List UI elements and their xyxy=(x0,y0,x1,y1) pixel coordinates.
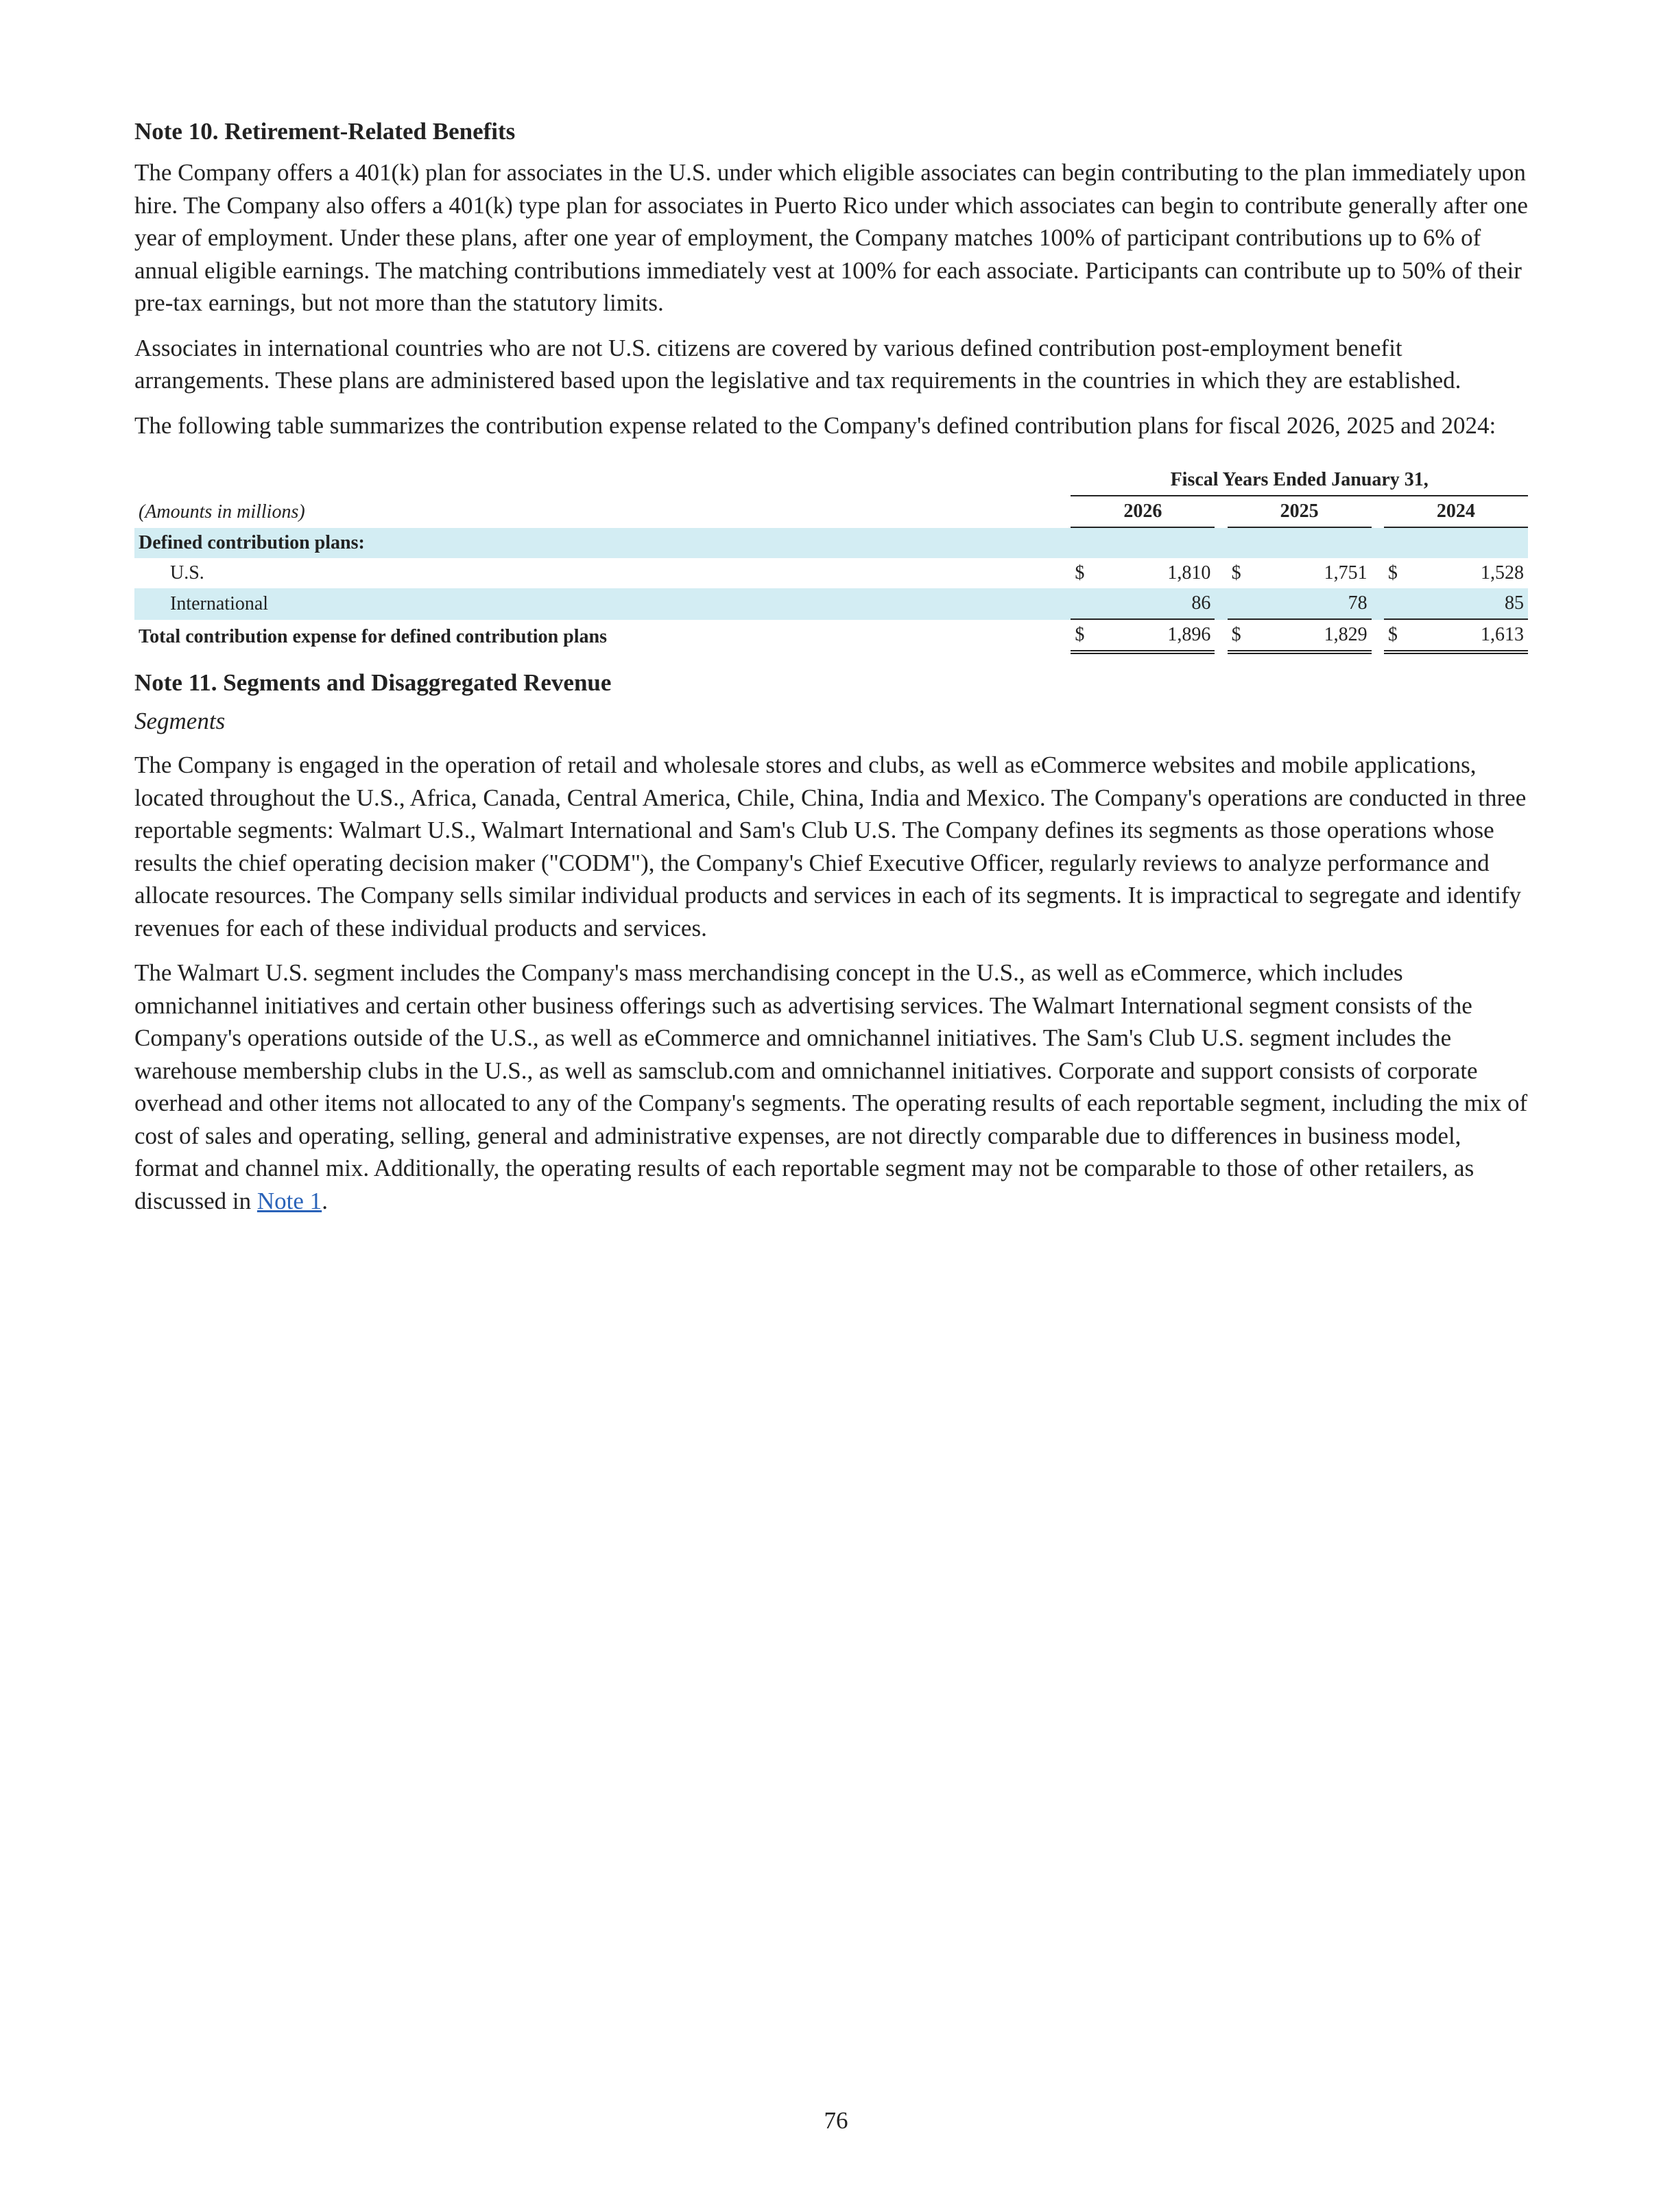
currency-symbol: $ xyxy=(1228,620,1255,654)
currency-symbol: $ xyxy=(1384,620,1411,654)
document-page xyxy=(134,110,1528,1229)
table-row xyxy=(134,558,1528,588)
table-cell: 1,829 xyxy=(1255,620,1372,654)
table-cell: 1,896 xyxy=(1099,620,1215,654)
segments-subheading: Segments xyxy=(134,708,226,734)
year-header: 2025 xyxy=(1228,496,1372,528)
table-row xyxy=(134,588,1528,620)
table-cell: 85 xyxy=(1411,588,1528,620)
row-label: International xyxy=(134,588,1071,620)
currency-symbol: $ xyxy=(1387,562,1398,584)
table-group-header-row xyxy=(134,465,1528,496)
table-year-header-row xyxy=(134,496,1528,528)
currency-symbol xyxy=(1384,588,1411,620)
currency-symbol: $ xyxy=(1231,562,1241,584)
currency-symbol: $ xyxy=(1075,562,1085,584)
note10-heading: Note 10. Retirement-Related Benefits xyxy=(134,118,516,145)
total-label: Total contribution expense for defined contribution plans xyxy=(139,626,607,647)
note10-paragraph-1: The Company offers a 401(k) plan for associates in the U.S. under which eligible associates can begin contributing to the plan immediately upon hire. The Company also offers a 401(k) type plan for associates in Puerto Rico under which associates can begin to contribute generally after one year of employment. Under these plans, after one year of employment, the Company matches 100% of participant contributions up to 6% of annual eligible earnings. The matching contributions immediately vest at 100% for each associate. Participants can contribute up to 50% of their pre-tax earnings, but not more than the statutory limits. xyxy=(134,159,1528,316)
currency-symbol xyxy=(1228,588,1255,620)
amounts-label: (Amounts in millions) xyxy=(139,501,305,522)
table-cell: 86 xyxy=(1099,588,1215,620)
table-section-row xyxy=(134,528,1528,558)
page-number: 76 xyxy=(824,2107,848,2134)
table-cell: 1,528 xyxy=(1481,562,1524,584)
table-cell: 78 xyxy=(1255,588,1372,620)
note11-paragraph-1: The Company is engaged in the operation of retail and wholesale stores and clubs, as well as eCommerce websites and mobile applications, located throughout the U.S., Africa, Canada, Central America, Chile, China, India and Mexico. The Company's operations are conducted in three reportable segments: Walmart U.S., Walmart International and Sam's Club U.S. The Company defines its segments as those operations whose results the chief operating decision maker ("CODM"), the Company's Chief Executive Officer, regularly reviews to analyze performance and allocate resources. The Company sells similar individual products and services in each of its segments. It is impractical to segregate and identify revenues for each of these individual products and services. xyxy=(134,752,1527,941)
table-cell: 1,613 xyxy=(1411,620,1528,654)
row-label: U.S. xyxy=(170,562,204,584)
note11-paragraph-2-end: . xyxy=(322,1187,328,1214)
note11-heading: Note 11. Segments and Disaggregated Revenue xyxy=(134,669,612,696)
table-total-row xyxy=(134,620,1528,654)
fiscal-years-header: Fiscal Years Ended January 31, xyxy=(1071,465,1528,496)
currency-symbol xyxy=(1071,588,1098,620)
note11-paragraph-2-text: The Walmart U.S. segment includes the Company's mass merchandising concept in the U.S., as well as eCommerce, which includes omnichannel initiatives and certain other business offerings such as advertising services. The Walmart International segment consists of the Company's operations outside of the U.S., as well as eCommerce and omnichannel initiatives. The Sam's Club U.S. segment includes the warehouse membership clubs in the U.S., as well as samsclub.com and omnichannel initiatives. Corporate and support consists of corporate overhead and other items not allocated to any of the Company's segments. The operating results of each reportable segment, including the mix of cost of sales and operating, selling, general and administrative expenses, are not directly comparable due to differences in business model, format and channel mix. Additionally, the operating results of each reportable segment may not be comparable to those of other retailers, as discussed in xyxy=(134,959,1528,1214)
currency-symbol: $ xyxy=(1071,620,1098,654)
note1-link[interactable]: Note 1 xyxy=(256,1187,322,1214)
table-cell: 1,751 xyxy=(1324,562,1368,584)
note11-paragraph-2 xyxy=(134,957,1528,1217)
year-header: 2026 xyxy=(1071,496,1215,528)
contribution-expense-table xyxy=(134,465,1528,654)
note10-paragraph-3: The following table summarizes the contribution expense related to the Company's defined contribution plans for fiscal 2026, 2025 and 2024: xyxy=(134,411,1496,439)
note10-paragraph-2: Associates in international countries who are not U.S. citizens are covered by various defined contribution post-employment benefit arrangements. These plans are administered based upon the legislative and tax requirements in the countries in which they are established. xyxy=(134,334,1461,394)
table-cell: 1,810 xyxy=(1167,562,1211,584)
section-title: Defined contribution plans: xyxy=(134,528,1071,558)
year-header: 2024 xyxy=(1384,496,1528,528)
